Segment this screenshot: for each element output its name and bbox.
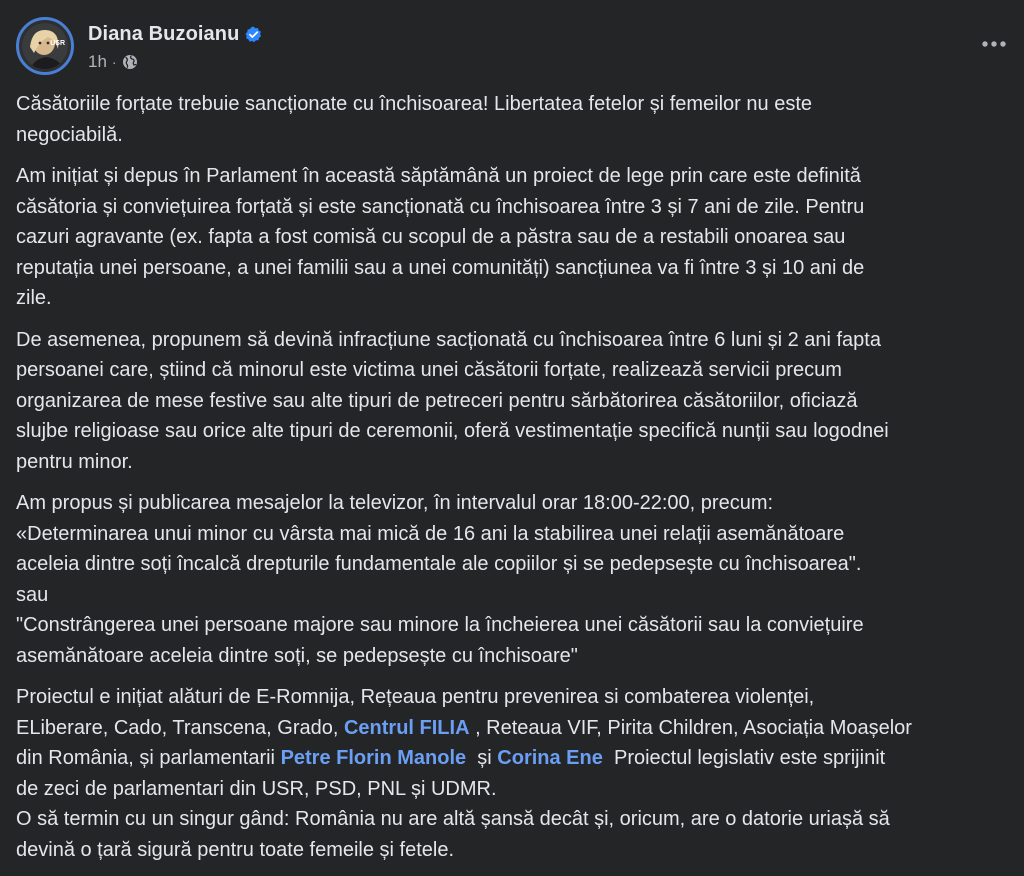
- text-line: organizarea de mese festive sau alte tipuri de petreceri pentru sărbătorirea căsătoriilor, oficiază: [16, 389, 858, 412]
- text-line: asemănătoare aceleia dintre soți, se pedepsește cu închisoare": [16, 644, 578, 667]
- paragraph-4: [16, 488, 1018, 671]
- text-line: Proiectul e inițiat alături de E-Romnija, Rețeaua pentru prevenirea si combaterea violenței,: [16, 686, 815, 708]
- text-line: "Constrângerea unei persoane majore sau minore la încheierea unei căsătorii sau la conviețuire: [16, 614, 864, 636]
- text-line: persoanei care, știind că minorul este victima unei căsătorii forțate, realizează servicii precum: [16, 359, 842, 381]
- avatar-photo: [22, 23, 68, 69]
- text-line: [16, 713, 1018, 744]
- text-line: Am propus și publicarea mesajelor la televizor, în intervalul orar 18:00-22:00, precum:: [16, 492, 774, 514]
- text-segment: Proiectul legislativ este sprijinit: [602, 747, 886, 769]
- author-row: [88, 19, 262, 49]
- text-line: negociabilă.: [16, 123, 123, 146]
- post-text: [16, 89, 1018, 876]
- text-line: «Determinarea unui minor cu vârsta mai mică de 16 ani la stabilirea unei relații asemănătoare: [16, 522, 845, 545]
- time-separator: ·: [111, 54, 117, 70]
- text-line: aceleia dintre soți încalcă drepturile fundamentale ale copiilor și se pedepsește cu închisoarea".: [16, 553, 862, 575]
- text-line: Am inițiat și depus în Parlament în această săptămână un proiect de lege prin care este definită: [16, 165, 861, 187]
- author-name[interactable]: Diana Buzoianu: [88, 22, 240, 45]
- text-line: O să termin cu un singur gând: România nu are altă șansă decât și, oricum, are o datorie uriașă să: [16, 808, 890, 830]
- text-line: zile.: [16, 287, 52, 309]
- tag-petre-florin-manole[interactable]: Petre Florin Manole: [280, 747, 467, 769]
- text-line: [16, 743, 1018, 774]
- text-line: Căsătoriile forțate trebuie sancționate cu închisoarea! Libertatea fetelor și femeilor nu este: [16, 93, 812, 115]
- tag-corina-ene[interactable]: Corina Ene: [497, 747, 603, 769]
- text-line: pentru minor.: [16, 450, 133, 473]
- paragraph-1: [16, 89, 1018, 150]
- author-avatar[interactable]: [16, 17, 74, 75]
- text-line: căsătoria și conviețuirea forțată și este sancționată cu închisoarea între 3 și 7 ani de zile. Pentru: [16, 195, 865, 218]
- more-options-icon: [981, 40, 1007, 48]
- text-segment: și: [466, 747, 498, 769]
- post-meta: [88, 19, 262, 73]
- text-line: devină o țară sigură pentru toate femeile și fetele.: [16, 838, 455, 861]
- text-line: De asemenea, propunem să devină infracțiune sacționată cu închisoarea între 6 luni și 2 ani fapta: [16, 328, 881, 351]
- paragraph-2: [16, 161, 1018, 314]
- paragraph-5: [16, 682, 1018, 865]
- post-timestamp[interactable]: 1h: [88, 52, 107, 71]
- post-header: [16, 14, 262, 78]
- post-time-row: [88, 51, 262, 73]
- verified-badge-icon: [245, 26, 262, 43]
- text-segment: din România, și parlamentarii: [16, 747, 281, 769]
- more-options-button[interactable]: [972, 24, 1016, 64]
- text-segment: ELiberare, Cado, Transcena, Grado,: [16, 716, 344, 739]
- paragraph-3: [16, 325, 1018, 478]
- tag-centrul-filia[interactable]: Centrul FILIA: [343, 716, 470, 739]
- text-line: reputația unei persoane, a unei familii sau a unei comunități) sancțiunea va fi între 3 și 10 ani de: [16, 256, 865, 279]
- text-line: cazuri agravante (ex. fapta a fost comisă cu scopul de a păstra sau de a restabili onoarea sau: [16, 226, 846, 248]
- text-line: slujbe religioase sau orice alte tipuri de ceremonii, oferă vestimentație specifică nunții sau logodnei: [16, 420, 889, 442]
- avatar-usr-badge: USR: [50, 40, 65, 47]
- text-line: sau: [16, 583, 49, 606]
- text-segment: , Reteaua VIF, Pirita Children, Asociația Moașelor: [469, 716, 912, 739]
- globe-icon[interactable]: [122, 54, 138, 70]
- text-line: de zeci de parlamentari din USR, PSD, PNL și UDMR.: [16, 777, 497, 800]
